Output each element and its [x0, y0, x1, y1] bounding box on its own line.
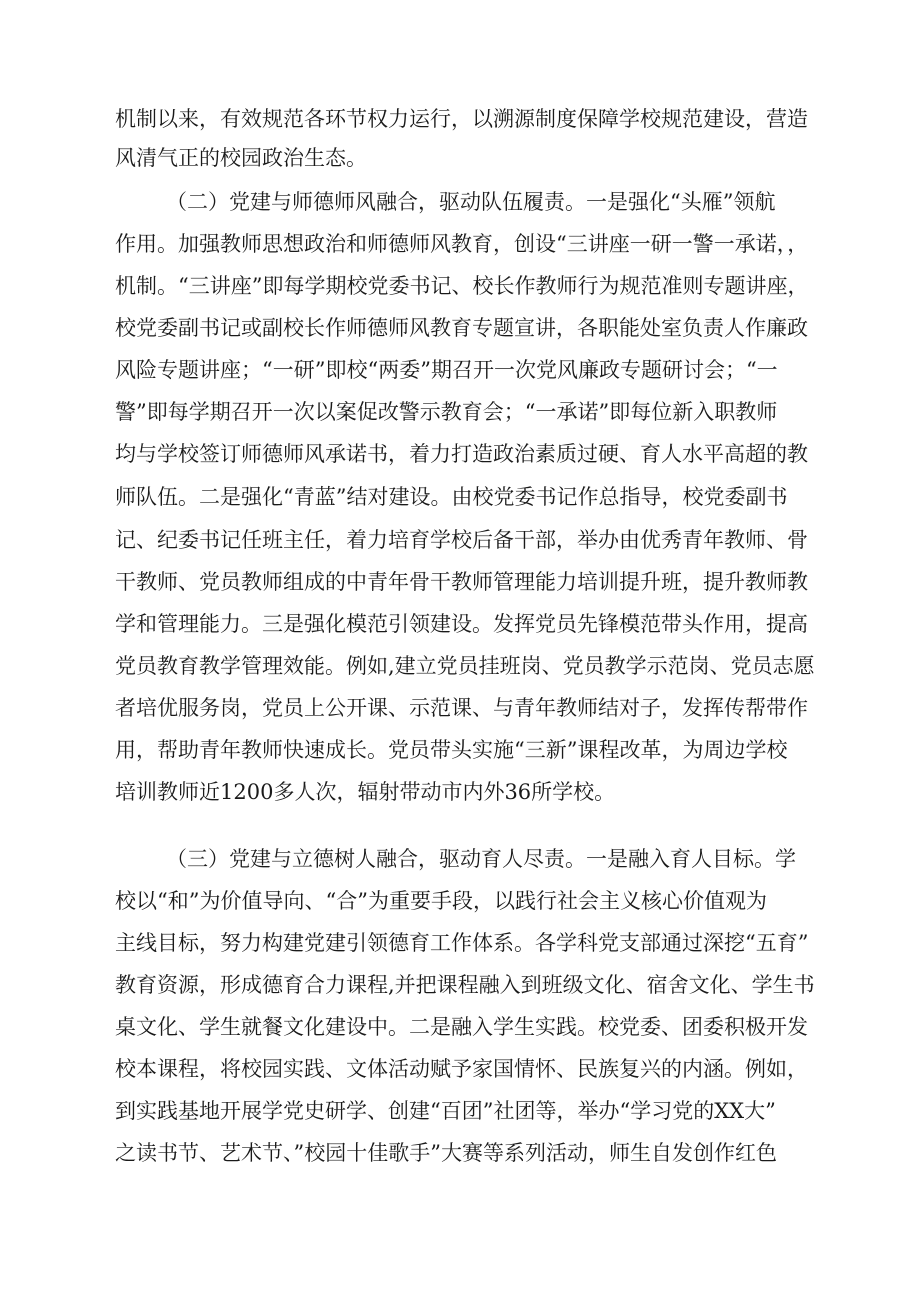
text-line: 记、纪委书记任班主任，着力培育学校后备干部，举办由优秀青年教师、骨	[115, 528, 808, 552]
text-line: 师队伍。二是强化“青蓝”结对建设。由校党委书记作总指导，校党委副书	[115, 485, 788, 509]
text-line: 党员教育教学管理效能。例如,建立党员挂班岗、党员教学示范岗、党员志愿	[115, 654, 815, 678]
text-line: 风清气正的校园政治生态。	[115, 146, 367, 170]
text-line: 校党委副书记或副校长作师德师风教育专题宣讲，各职能处室负责人作廉政	[115, 316, 808, 340]
text-line: 者培优服务岗，党员上公开课、示范课、与青年教师结对子，发挥传帮带作	[115, 696, 808, 720]
text-line: 培训教师近1200多人次，辐射带动市内外36所学校。	[115, 780, 616, 804]
text-line: 桌文化、学生就餐文化建设中。二是融入学生实践。校党委、团委积极开发	[115, 1015, 808, 1039]
text-line: 均与学校签订师德师风承诺书，着力打造政治素质过硬、育人水平高超的教	[115, 442, 808, 466]
text-line: 到实践基地开展学党史研学、创建“百团”社团等，举办“学习党的XX大”	[115, 1099, 776, 1123]
text-line: 校以“和”为价值导向、“合”为重要手段，以践行社会主义核心价值观为	[115, 889, 767, 913]
text-line: 作用。加强教师思想政治和师德师风教育，创设“三讲座一研一警一承诺，，	[115, 232, 809, 256]
text-line: 风险专题讲座；“一研”即校“两委”期召开一次党风廉政专题研讨会；“一	[115, 358, 778, 382]
text-line: 干教师、党员教师组成的中青年骨干教师管理能力培训提升班，提升教师教	[115, 570, 808, 594]
text-line: 机制以来，有效规范各环节权力运行，以溯源制度保障学校规范建设，营造	[115, 107, 808, 131]
text-line: 教育资源，形成德育合力课程,并把课程融入到班级文化、宿舍文化、学生书	[115, 973, 815, 997]
text-line: 主线目标，努力构建党建引领德育工作体系。各学科党支部通过深挖“五育”	[115, 931, 809, 955]
text-line: 学和管理能力。三是强化模范引领建设。发挥党员先锋模范带头作用，提高	[115, 612, 808, 636]
text-line: 校本课程，将校园实践、文体活动赋予家国情怀、民族复兴的内涵。例如，	[115, 1057, 808, 1081]
text-line: 机制。“三讲座”即每学期校党委书记、校长作教师行为规范准则专题讲座，	[115, 274, 809, 298]
text-line: 之读书节、艺术节、”校园十佳歌手”大赛等系列活动，师生自发创作红色	[115, 1141, 777, 1165]
paragraph-heading-2: （二）党建与师德师风融合，驱动队伍履责。一是强化“头雁”领航	[166, 190, 776, 214]
text-line: 用，帮助青年教师快速成长。党员带头实施“三新”课程改革，为周边学校	[115, 738, 788, 762]
text-line: 警”即每学期召开一次以案促改警示教育会；“一承诺”即每位新入职教师	[115, 400, 778, 424]
paragraph-heading-3: （三）党建与立德树人融合，驱动育人尽责。一是融入育人目标。学	[166, 847, 796, 871]
